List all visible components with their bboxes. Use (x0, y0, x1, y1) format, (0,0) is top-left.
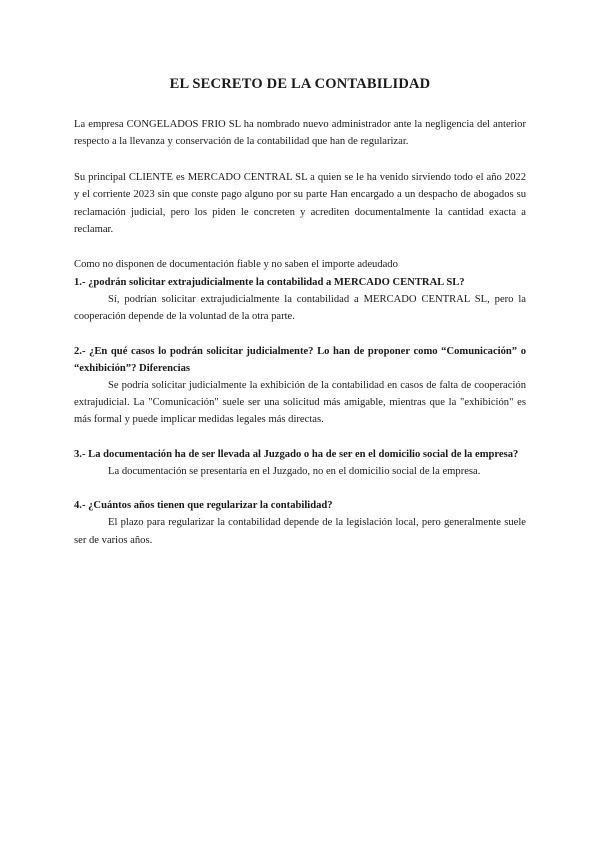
intro-paragraph-1: La empresa CONGELADOS FRIO SL ha nombrado nuevo administrador ante la negligencia del anterior respecto a la llevanza y conservación de la contabilidad que han de regularizar. (74, 119, 526, 148)
question-2: 2.- ¿En qué casos lo podrán solicitar judicialmente? Lo han de proponer como “Comunicación” o “exhibición”? Diferencias (74, 345, 526, 374)
question-block-2 (74, 343, 526, 429)
answer-3: La documentación se presentaría en el Juzgado, no en el domicilio social de la empresa. (108, 465, 481, 477)
question-block-4 (74, 497, 526, 549)
answer-4: El plazo para regularizar la contabilidad depende de la legislación local, pero generalmente suele ser de varios años. (74, 517, 526, 546)
answer-1: Sí, podrían solicitar extrajudicialmente la contabilidad a MERCADO CENTRAL SL, pero la cooperación depende de la voluntad de la otra parte. (74, 293, 526, 323)
intro-paragraph-3: Como no disponen de documentación fiable y no saben el importe adeudado (74, 259, 398, 271)
question-1: 1.- ¿podrán solicitar extrajudicialmente la contabilidad a MERCADO CENTRAL SL? (74, 276, 465, 288)
question-block-3 (74, 446, 526, 480)
intro-paragraph-2: Su principal CLIENTE es MERCADO CENTRAL SL a quien se le ha venido sirviendo todo el año 2022 y el corriente 2023 sin que conste pago alguno por su parte Han encargado a un despacho de abogados su reclamación judicial, pero los piden le concreten y acrediten documentalmente la cantidad exacta a reclamar. (74, 171, 526, 236)
answer-2: Se podría solicitar judicialmente la exhibición de la contabilidad en casos de falta de cooperación extrajudicial. La "Comunicación" suele ser una solicitud más amigable, mientras que la "exhibición" es más formal y puede implicar medidas legales más directas. (74, 379, 526, 426)
question-block-1 (74, 274, 526, 326)
question-3: 3.- La documentación ha de ser llevada al Juzgado o ha de ser en el domicilio social de la empresa? (74, 448, 519, 460)
question-4: 4.- ¿Cuántos años tienen que regularizar la contabilidad? (74, 500, 333, 512)
document-title: EL SECRETO DE LA CONTABILIDAD (169, 76, 431, 92)
